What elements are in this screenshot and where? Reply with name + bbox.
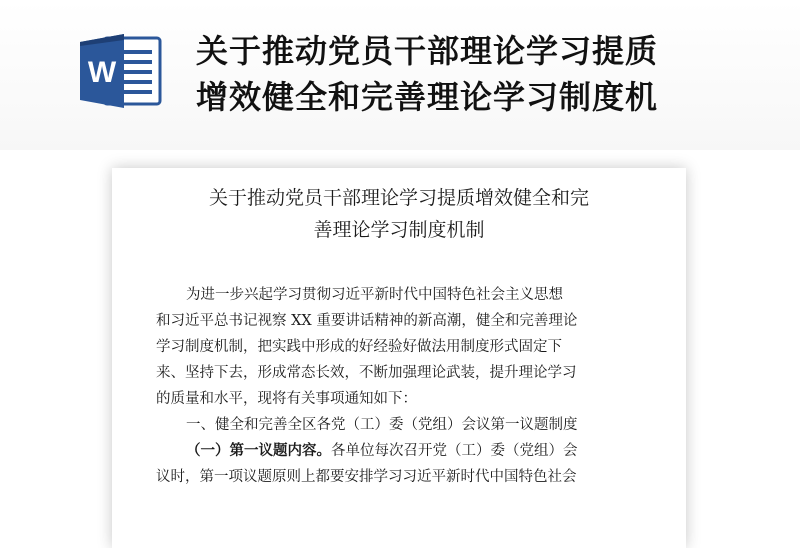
paragraph-line: 为进一步兴起学习贯彻习近平新时代中国特色社会主义思想 xyxy=(186,287,563,303)
section-heading: 一、健全和完善全区各党（工）委（党组）会议第一议题制度 xyxy=(186,417,578,433)
banner-title xyxy=(196,28,786,120)
banner-title-line: 增效健全和完善理论学习制度机 xyxy=(196,78,659,116)
subsection-line xyxy=(156,438,646,464)
document-page xyxy=(112,168,686,548)
word-document-icon xyxy=(78,32,164,110)
document-body xyxy=(156,282,646,490)
paragraph-line: 和习近平总书记视察 XX 重要讲话精神的新高潮，健全和完善理论 xyxy=(156,313,578,329)
word-icon-letter: W xyxy=(87,56,117,89)
paragraph-line: 的质量和水平，现将有关事项通知如下： xyxy=(156,391,417,407)
paragraph-line: 来、坚持下去，形成常态长效，不断加强理论武装，提升理论学习 xyxy=(156,365,577,381)
header-banner xyxy=(0,0,800,150)
banner-title-line: 关于推动党员干部理论学习提质 xyxy=(196,32,659,70)
subsection-text: 各单位每次召开党（工）委（党组）会 xyxy=(331,443,578,459)
paragraph-line: 议时，第一项议题原则上都要安排学习习近平新时代中国特色社会 xyxy=(156,469,577,485)
document-title-line: 关于推动党员干部理论学习提质增效健全和完 xyxy=(208,187,589,209)
document-title-line: 善理论学习制度机制 xyxy=(313,219,485,241)
document-title xyxy=(112,182,686,246)
subsection-heading: （一）第一议题内容。 xyxy=(186,442,331,459)
paragraph-line: 学习制度机制，把实践中形成的好经验好做法用制度形式固定下 xyxy=(156,339,562,355)
